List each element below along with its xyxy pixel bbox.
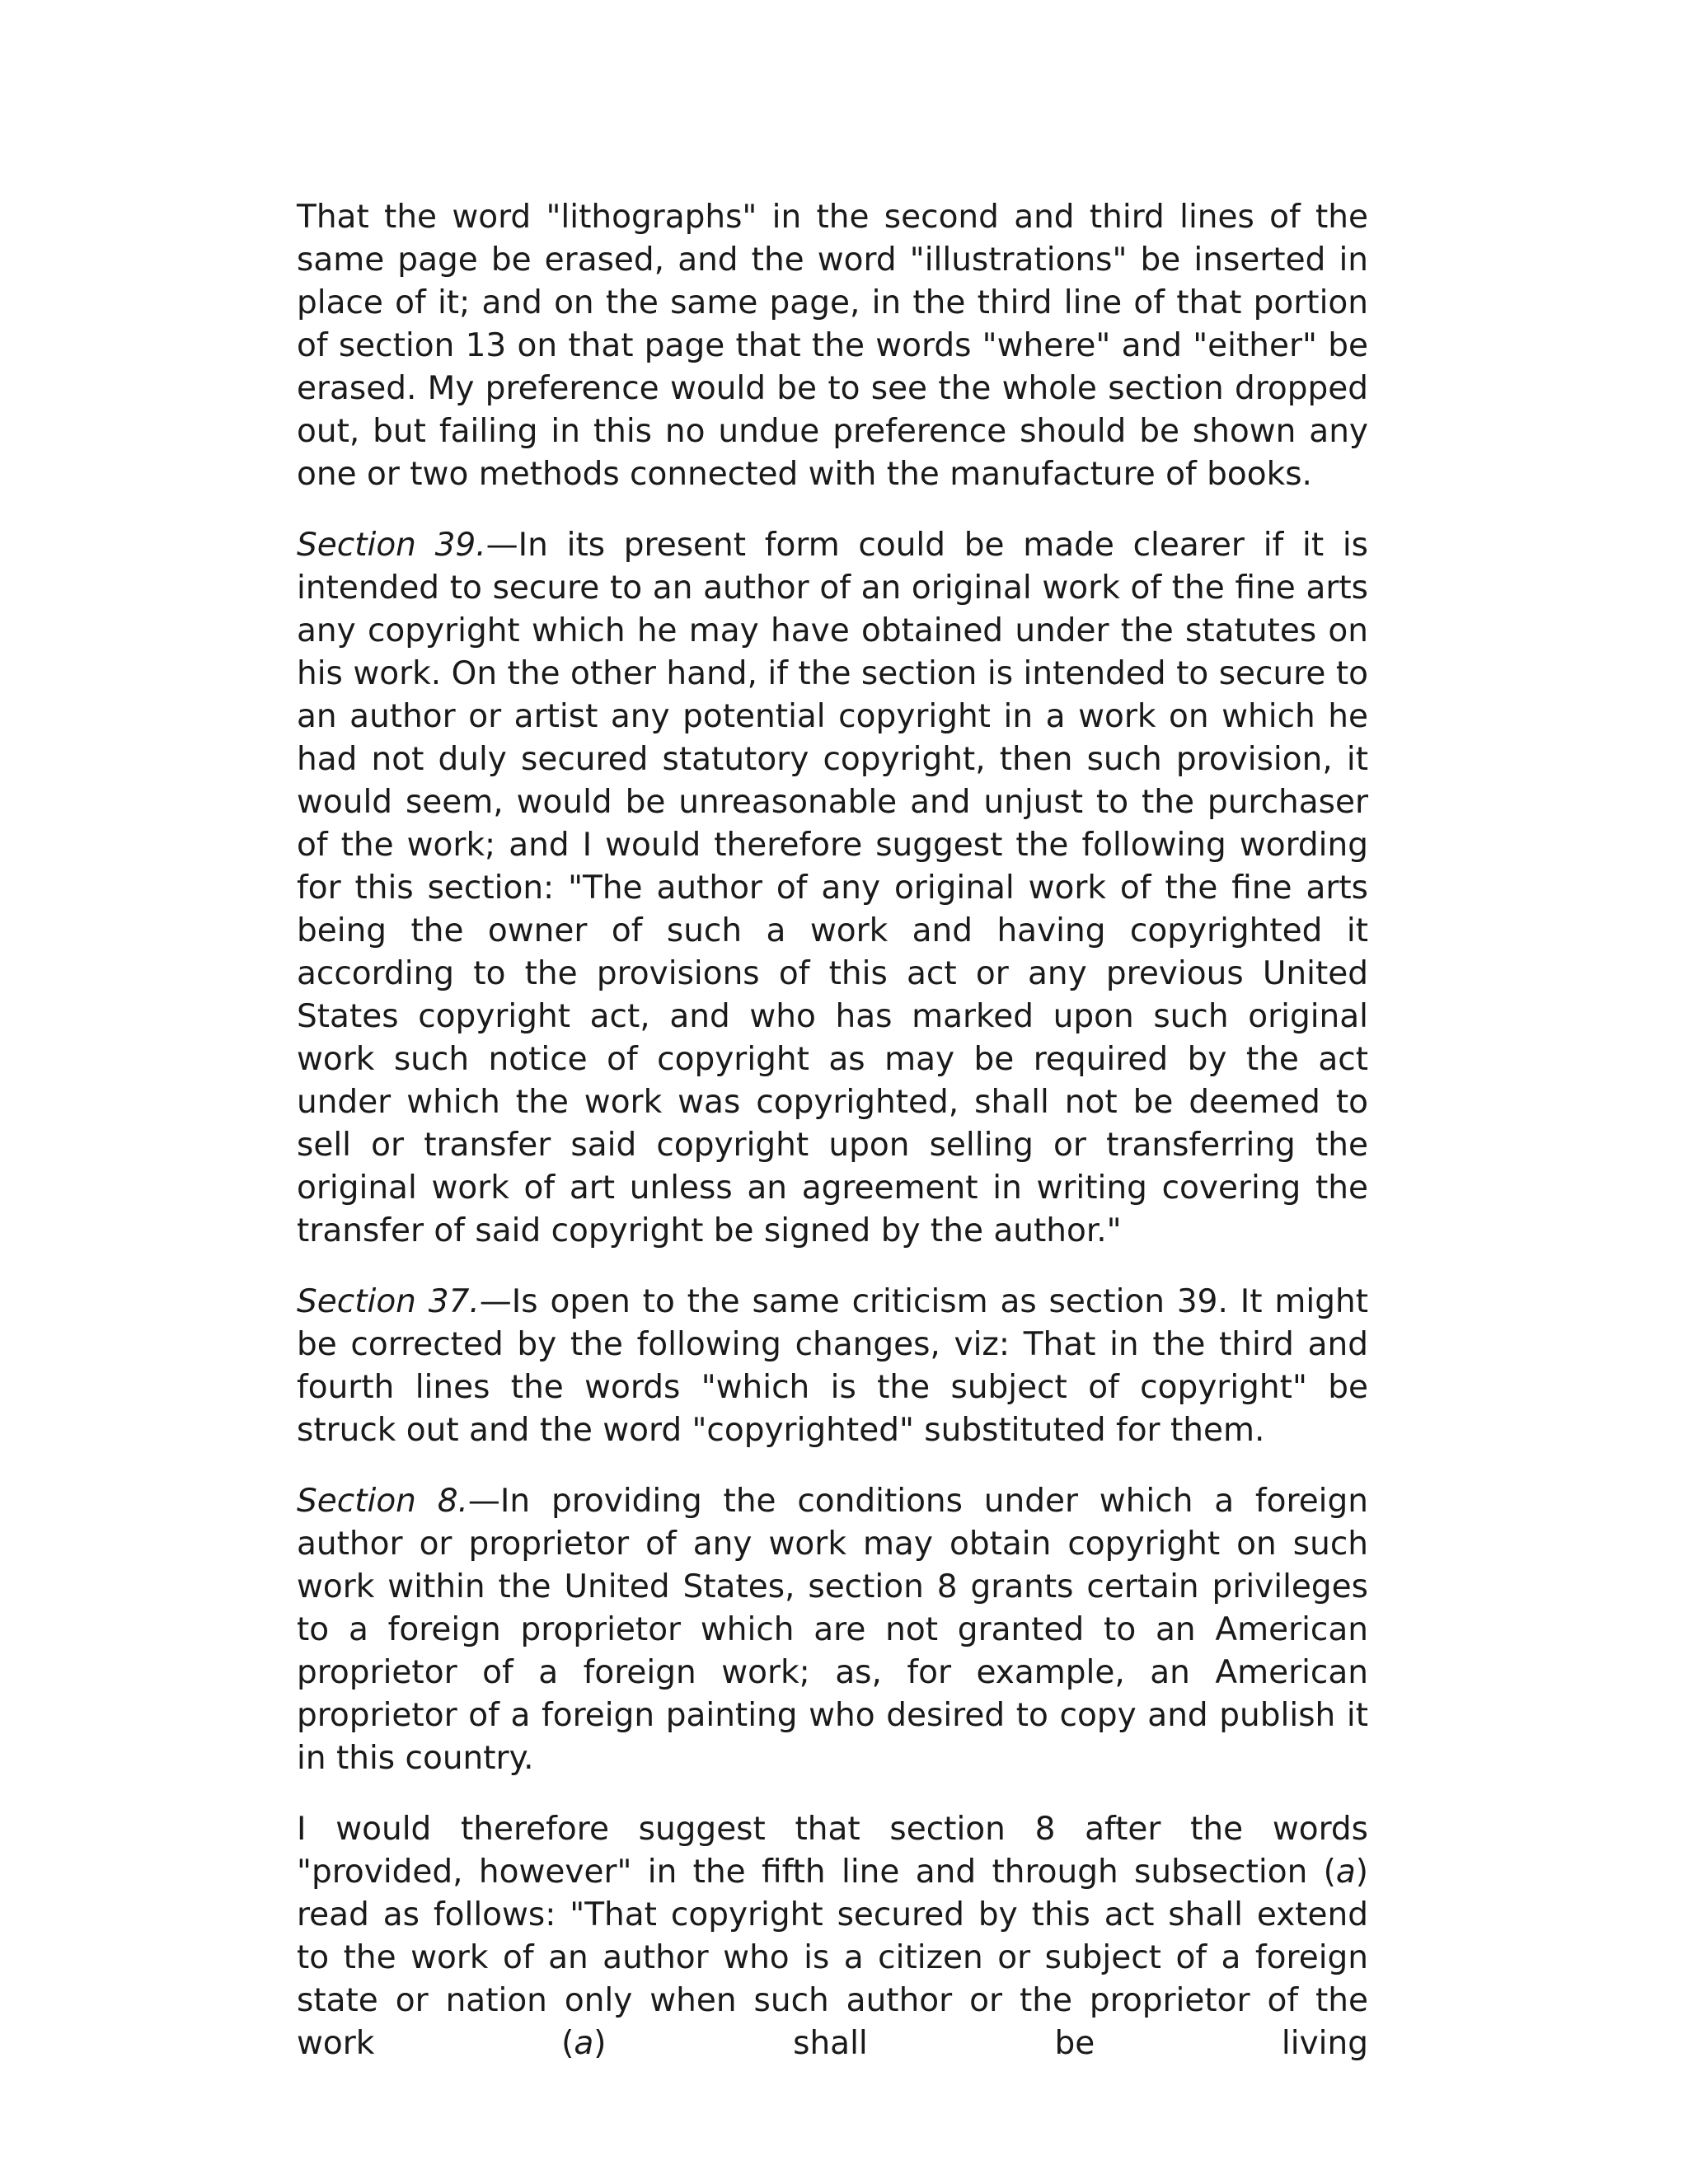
paragraph-text-part: ) shall be living [593,2025,1368,2062]
section-label: Section 8. [297,1483,468,1520]
paragraph-suggestion-section-8 [297,1808,1368,2065]
paragraph-section-8 [297,1480,1368,1780]
paragraph-text: —Is open to the same criticism as section 39. It might be corrected by the following changes, viz: That in the third and fourth lines the words "which is the subject of copyright" be struck out and the word "copyrighted" substituted for them. [297,1283,1368,1449]
paragraph-text: —In its present form could be made clearer if it is intended to secure to an author of an original work of the fine arts any copyright which he may have obtained under the statutes on his work. On the other hand, if the section is intended to secure to an author or artist any potential copyright in a work on which he had not duly secured statutory copyright, then such provision, it would seem, would be unreasonable and unjust to the purchaser of the work; and I would therefore suggest the following wording for this section: "The author of any original work of the fine arts being the owner of such a work and having copyrighted it according to the provisions of this act or any previous United States copyright act, and who has marked upon such original work such notice of copyright as may be required by the act under which the work was copyrighted, shall not be deemed to sell or transfer said copyright upon selling or transferring the original work of art unless an agreement in writing covering the transfer of said copyright be signed by the author." [297,527,1368,1249]
paragraph-text: —In providing the conditions under which a foreign author or proprietor of any work may obtain copyright on such work within the United States, section 8 grants certain privileges to a foreign proprietor which are not granted to an American proprietor of a foreign work; as, for example, an American proprietor of a foreign painting who desired to copy and publish it in this country. [297,1483,1368,1777]
subsection-letter: a [574,2025,594,2062]
paragraph-text-part: I would therefore suggest that section 8 after the words "provided, however" in the fifth line and through subsection ( [297,1811,1368,1891]
section-label: Section 37. [297,1283,480,1320]
subsection-letter: a [1335,1854,1356,1891]
paragraph-section-39 [297,524,1368,1253]
paragraph-section-37 [297,1281,1368,1452]
paragraph-text-part: ) read as follows: "That copyright secured by this act shall extend to the work of an author who is a citizen or subject of a foreign state or nation only when such author or the proprietor of the work ( [297,1854,1368,2062]
section-label: Section 39. [297,527,486,564]
paragraph-lithographs [297,196,1368,496]
paragraph-text: That the word "lithographs" in the second and third lines of the same page be erased, and the word "illustrations" be inserted in place of it; and on the same page, in the third line of that portion of section 13 on that page that the words "where" and "either" be erased. My preference would be to see the whole section dropped out, but failing in this no undue preference should be shown any one or two methods connected with the manufacture of books. [297,199,1368,493]
document-page [297,196,1368,2093]
